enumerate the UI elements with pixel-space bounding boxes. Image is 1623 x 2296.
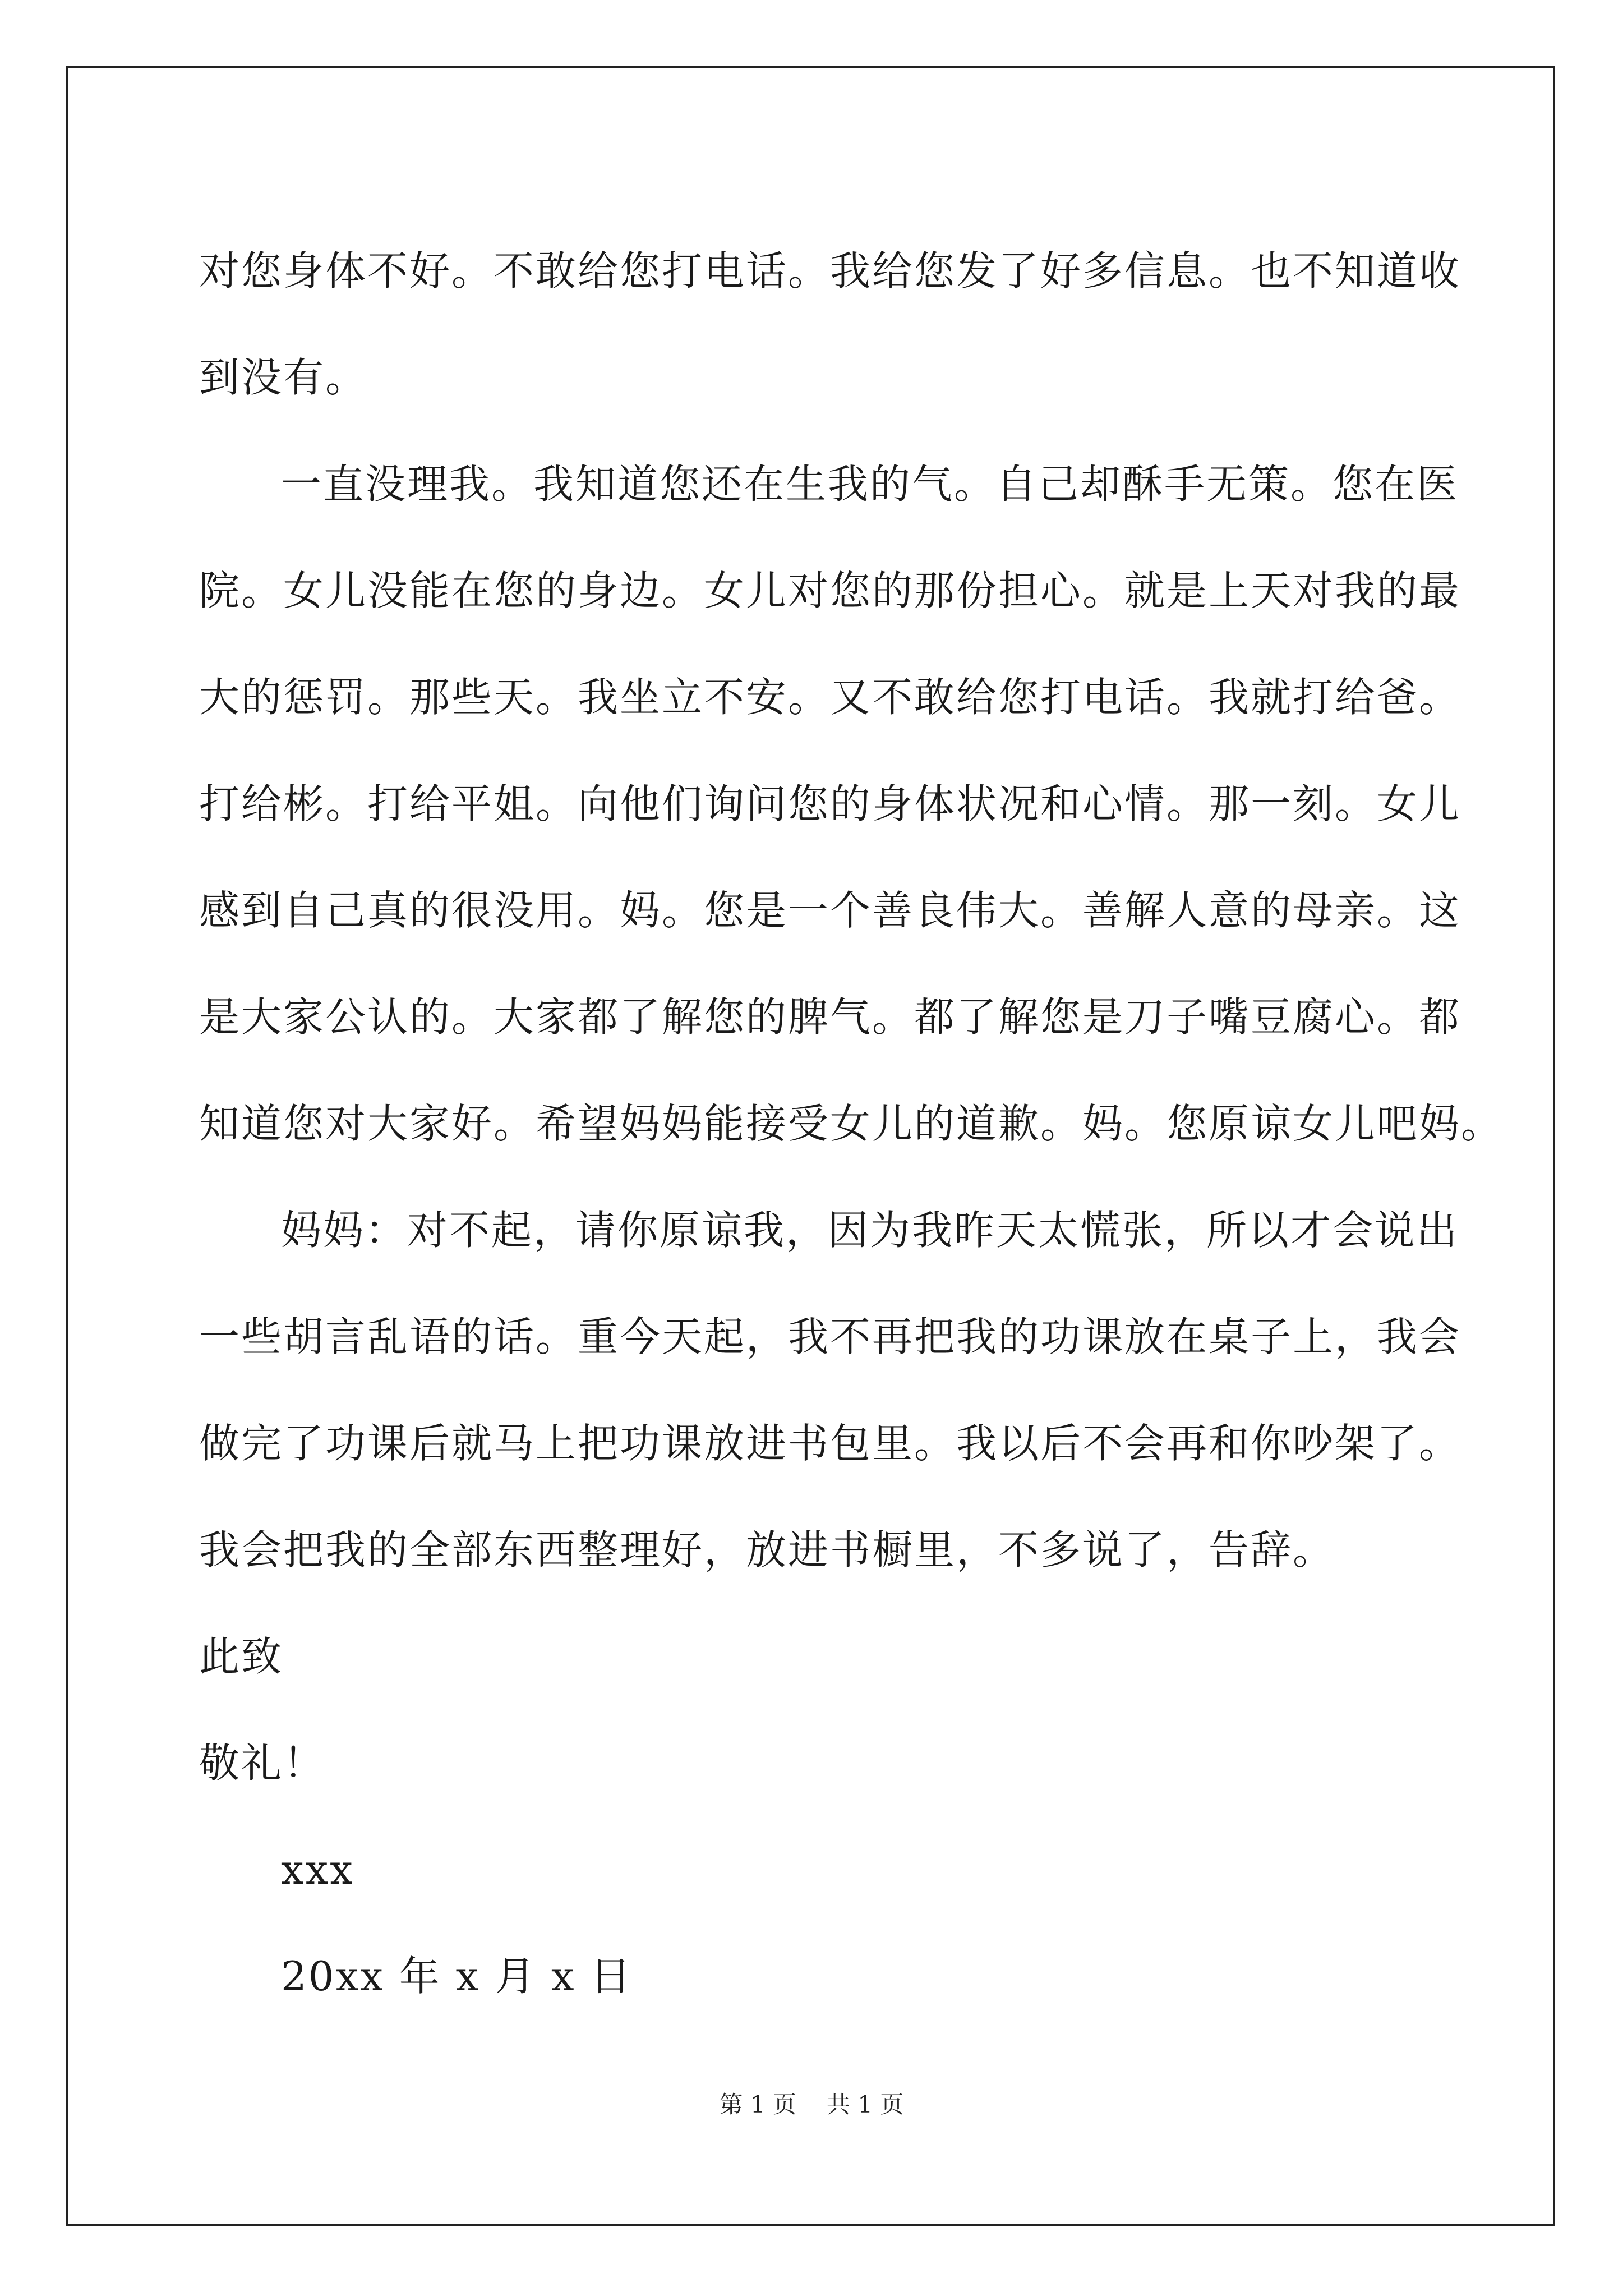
letter-body: [199, 218, 1504, 2030]
text-line: 妈妈：对不起，请你原谅我，因为我昨天太慌张，所以才会说出: [281, 1207, 1459, 1254]
text-line: 感到自己真的很没用。妈。您是一个善良伟大。善解人意的母亲。这: [199, 887, 1461, 934]
signature: xxx: [281, 1846, 354, 1893]
text-line: 做完了功课后就马上把功课放进书包里。我以后不会再和你吵架了。: [199, 1420, 1461, 1467]
page-footer: [0, 2088, 1623, 2122]
text-line: 一些胡言乱语的话。重今天起，我不再把我的功课放在桌子上，我会: [199, 1313, 1461, 1360]
text-line: 对您身体不好。不敢给您打电话。我给您发了好多信息。也不知道收: [199, 247, 1461, 295]
text-line: 一直没理我。我知道您还在生我的气。自己却酥手无策。您在医: [281, 461, 1459, 508]
closing-regards: 敬礼！: [199, 1740, 326, 1787]
text-line: 我会把我的全部东西整理好，放进书橱里，不多说了，告辞。: [199, 1526, 1335, 1573]
closing-salutation: 此致: [199, 1633, 284, 1680]
date-line: 20xx 年 x 月 x 日: [281, 1953, 633, 2000]
text-line: 院。女儿没能在您的身边。女儿对您的那份担心。就是上天对我的最: [199, 567, 1461, 614]
page-number: 第 1 页: [719, 2091, 796, 2118]
text-line: 是大家公认的。大家都了解您的脾气。都了解您是刀子嘴豆腐心。都: [199, 993, 1461, 1041]
text-line: 大的惩罚。那些天。我坐立不安。又不敢给您打电话。我就打给爸。: [199, 674, 1461, 721]
page-total: 共 1 页: [827, 2091, 904, 2118]
text-line: 到没有。: [199, 354, 368, 401]
text-line: 知道您对大家好。希望妈妈能接受女儿的道歉。妈。您原谅女儿吧妈。: [199, 1100, 1504, 1147]
text-line: 打给彬。打给平姐。向他们询问您的身体状况和心情。那一刻。女儿: [199, 780, 1461, 827]
